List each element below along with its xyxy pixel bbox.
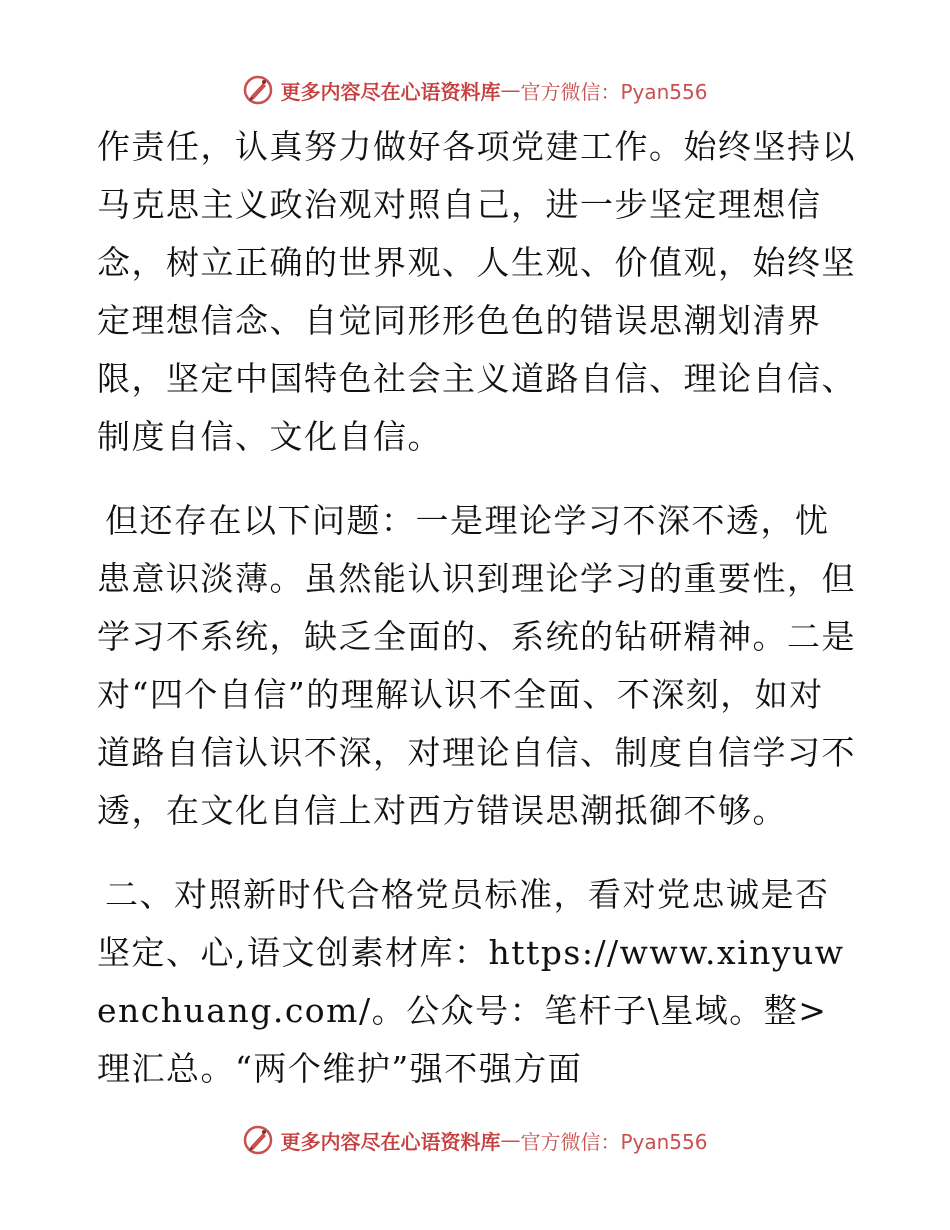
pen-nib-logo-icon: [242, 74, 274, 106]
header-wechat-text: 官方微信：Pyan556: [520, 79, 708, 104]
header-watermark: [0, 70, 950, 110]
footer-wechat-text: 官方微信：Pyan556: [520, 1129, 708, 1154]
pen-nib-logo-icon: [242, 1124, 274, 1156]
footer-separator: —: [500, 1128, 521, 1152]
header-separator: —: [500, 78, 521, 102]
footer-site-text: 更多内容尽在心语资料库: [280, 1129, 501, 1154]
header-site-text: 更多内容尽在心语资料库: [280, 79, 501, 104]
paragraph-3: 二、对照新时代合格党员标准，看对党忠诚是否坚定、心,语文创素材库：https://www.xinyuwenchuang.com/。公众号：笔杆子\星域。整>理汇总。“两个维护”强不强方面: [97, 875, 845, 1088]
footer-watermark: [0, 1120, 950, 1160]
paragraph-2: 但还存在以下问题：一是理论学习不深不透，忧患意识淡薄。虽然能认识到理论学习的重要性，但学习不系统，缺乏全面的、系统的钻研精神。二是对“四个自信”的理解认识不全面、不深刻，如对道路自信认识不深，对理论自信、制度自信学习不透，在文化自信上对西方错误思潮抵御不够。: [97, 501, 856, 830]
paragraph-1: 作责任，认真努力做好各项党建工作。始终坚持以马克思主义政治观对照自己，进一步坚定理想信念，树立正确的世界观、人生观、价值观，始终坚定理想信念、自觉同形形色色的错误思潮划清界限，坚定中国特色社会主义道路自信、理论自信、制度自信、文化自信。: [97, 127, 856, 456]
document-body: [97, 118, 857, 1098]
